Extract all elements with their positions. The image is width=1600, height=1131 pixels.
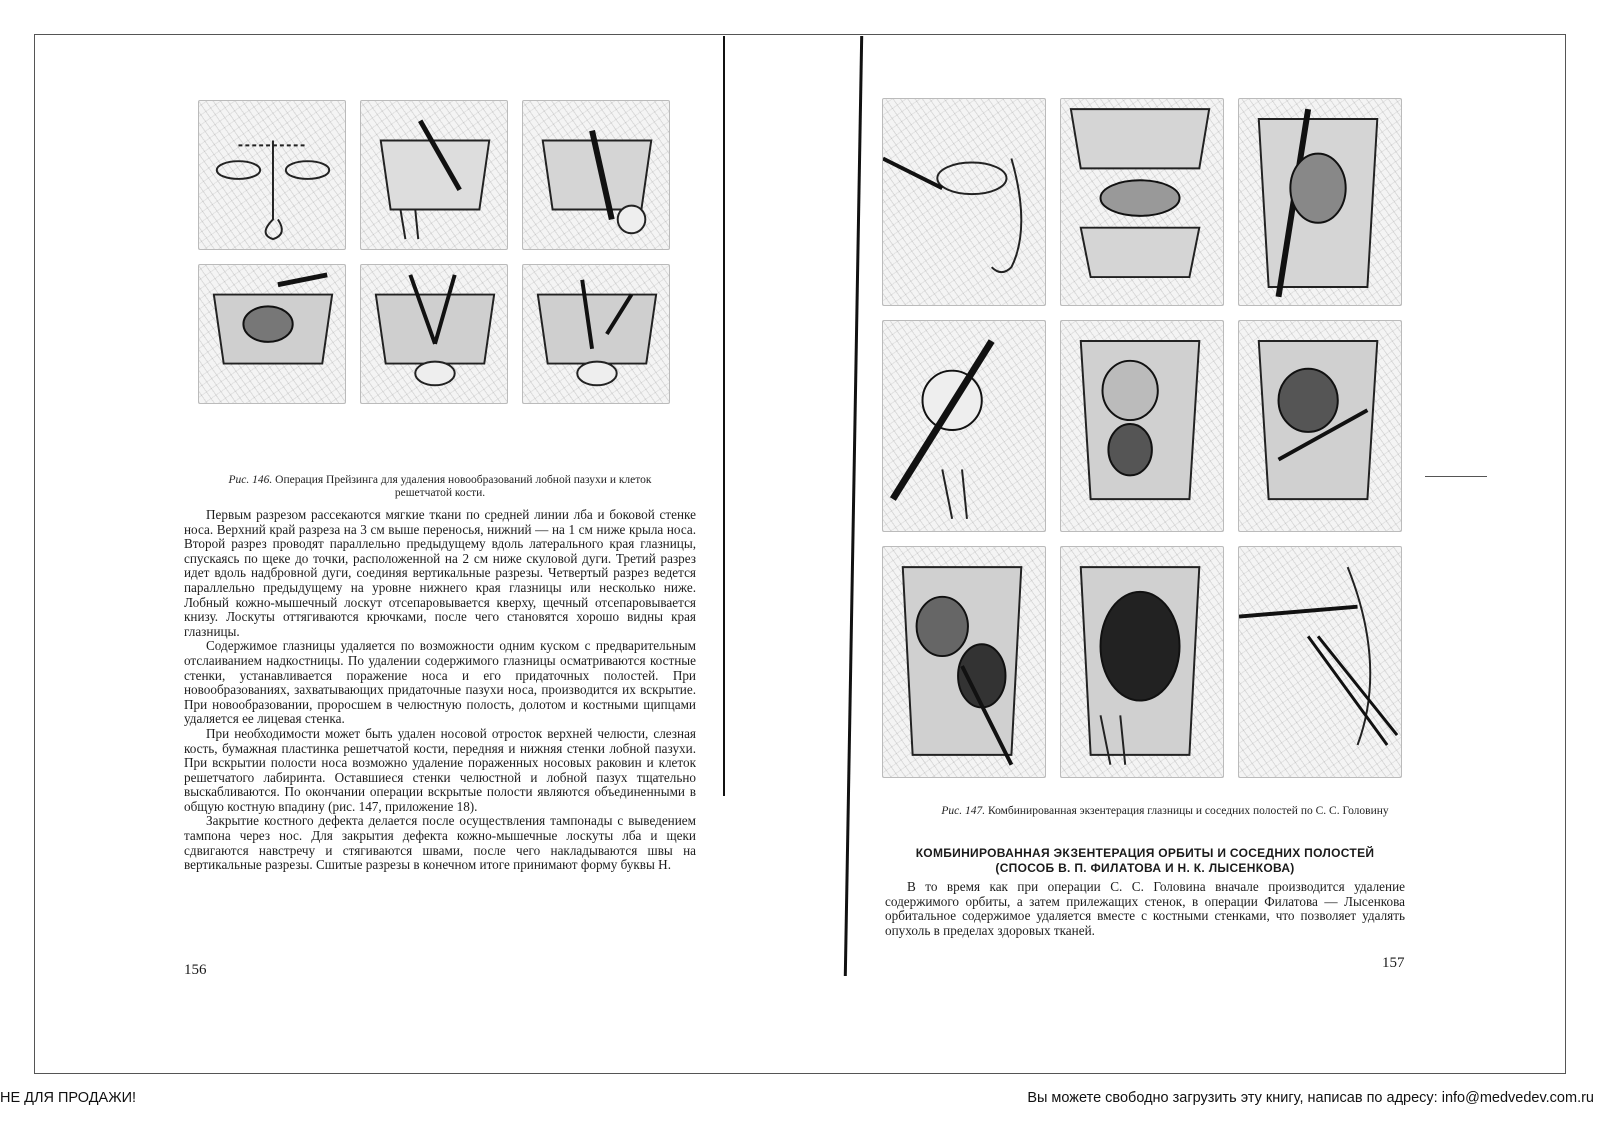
left-paragraph-2: Содержимое глазницы удаляется по возможности одним куском с предварительным отслаиванием надкостницы. По удалении содержимого глазницы осматриваются костные стенки, устанавливается поражение носа и его придаточных полостей. При новообразованиях, захватывающих придаточные пазухи носа, производится их вскрытие. При новообразовании, проросшем в челюстную полость, долотом и костными щипцами удаляется ее лицевая стенка. <box>184 638 696 727</box>
figure-147-illustrations <box>882 98 1402 778</box>
figure-146-label: Рис. 146. <box>228 474 273 486</box>
figure-146-caption <box>205 474 675 500</box>
fig146-panel-incision-lines <box>198 100 346 250</box>
figure-146-caption-text: Операция Прейзинга для удаления новообразований лобной пазухи и клеток решетчатой кости. <box>275 474 652 499</box>
fig146-panel-orbit-exenteration <box>198 264 346 404</box>
section-heading-line-1: КОМБИНИРОВАННАЯ ЭКЗЕНТЕРАЦИЯ ОРБИТЫ И СОСЕДНИХ ПОЛОСТЕЙ <box>915 846 1375 860</box>
fig147-panel-incision <box>882 98 1046 306</box>
fig147-panel-bony-walls <box>1060 320 1224 532</box>
left-paragraph-4: Закрытие костного дефекта делается после осуществления тампонады с выведением тампона через нос. Для закрытия дефекта кожно-мышечные лоскуты лба и щеки сдвигаются навстречу и стягиваются швами, после чего накладываются швы на вертикальные разрезы. Сшитые разрезы в конечном итоге принимают форму буквы Н. <box>184 813 696 873</box>
fig147-panel-orbit-dissection <box>1238 98 1402 306</box>
figure-147-caption <box>935 805 1395 818</box>
left-paragraph-1: Первым разрезом рассекаются мягкие ткани по средней линии лба и боковой стенке носа. Верхний край разреза на 3 см выше переносья, нижний — на 1 см ниже крыла носа. Второй разрез проводят параллельно предыдущему вдоль латерального края глазницы, спускаясь по щеке до точки, расположенной на 2 см ниже скуловой дуги. Третий разрез идет вдоль надбровной дуги, соединяя вертикальные разрезы. Четвертый разрез ведется параллельно предыдущему на уровне нижнего края глазницы или несколько ниже. Лобный кожно-мышечный лоскут отсепаровывается кверху, щечный отсепаровывается книзу. Лоскуты оттягиваются крючками, после чего становятся хорошо видны края глазницы. <box>184 507 696 639</box>
fig147-panel-sinus-opening <box>1238 320 1402 532</box>
right-page-body <box>885 880 1405 938</box>
fig146-panel-curettage <box>522 264 670 404</box>
book-gutter-left <box>723 36 725 796</box>
left-paragraph-3: При необходимости может быть удален носовой отросток верхней челюсти, слезная кость, бумажная пластинка решетчатой кости, передняя и нижняя стенки лобной пазухи. При вскрытии полости носа возможно удаление пораженных носовых раковин и клеток решетчатого лабиринта. Оставшиеся стенки челюстной и лобной пазух тщательно выскабливаются. По окончании операции вскрытые полости являются объединенными в общую костную впадину (рис. 147, приложение 18). <box>184 725 696 814</box>
margin-rule <box>1425 476 1487 477</box>
right-page-number: 157 <box>1382 955 1405 971</box>
fig146-panel-instrument <box>522 100 670 250</box>
section-heading <box>880 846 1410 876</box>
fig147-panel-common-cavity <box>1060 546 1224 778</box>
figure-146-illustrations <box>198 100 672 404</box>
fig147-panel-cavity-curettage <box>882 546 1046 778</box>
fig147-panel-closure <box>1238 546 1402 778</box>
fig146-panel-flap-retraction <box>360 100 508 250</box>
figure-147-caption-text: Комбинированная экзентерация глазницы и соседних полостей по С. С. Головину <box>987 805 1389 817</box>
right-paragraph-1: В то время как при операции С. С. Головина вначале производится удаление содержимого орбиты, а затем прилежащих стенок, в операции Филатова — Лысенкова орбитальное содержимое удаляется вместе с костными стенками, что позволяет удалять опухоль в пределах здоровых тканей. <box>885 879 1405 938</box>
fig147-panel-flaps-retracted <box>1060 98 1224 306</box>
left-page-body <box>184 508 696 873</box>
footer-not-for-sale: НЕ ДЛЯ ПРОДАЖИ! <box>0 1090 137 1106</box>
figure-147-label: Рис. 147. <box>941 805 986 817</box>
left-page-number: 156 <box>184 962 207 978</box>
fig146-panel-cavity-opening <box>360 264 508 404</box>
section-heading-line-2: (СПОСОБ В. П. ФИЛАТОВА И Н. К. ЛЫСЕНКОВА) <box>995 861 1295 875</box>
fig147-panel-globe-removal <box>882 320 1046 532</box>
footer-download-notice: Вы можете свободно загрузить эту книгу, написав по адресу: info@medvedev.com.ru <box>1027 1090 1594 1106</box>
